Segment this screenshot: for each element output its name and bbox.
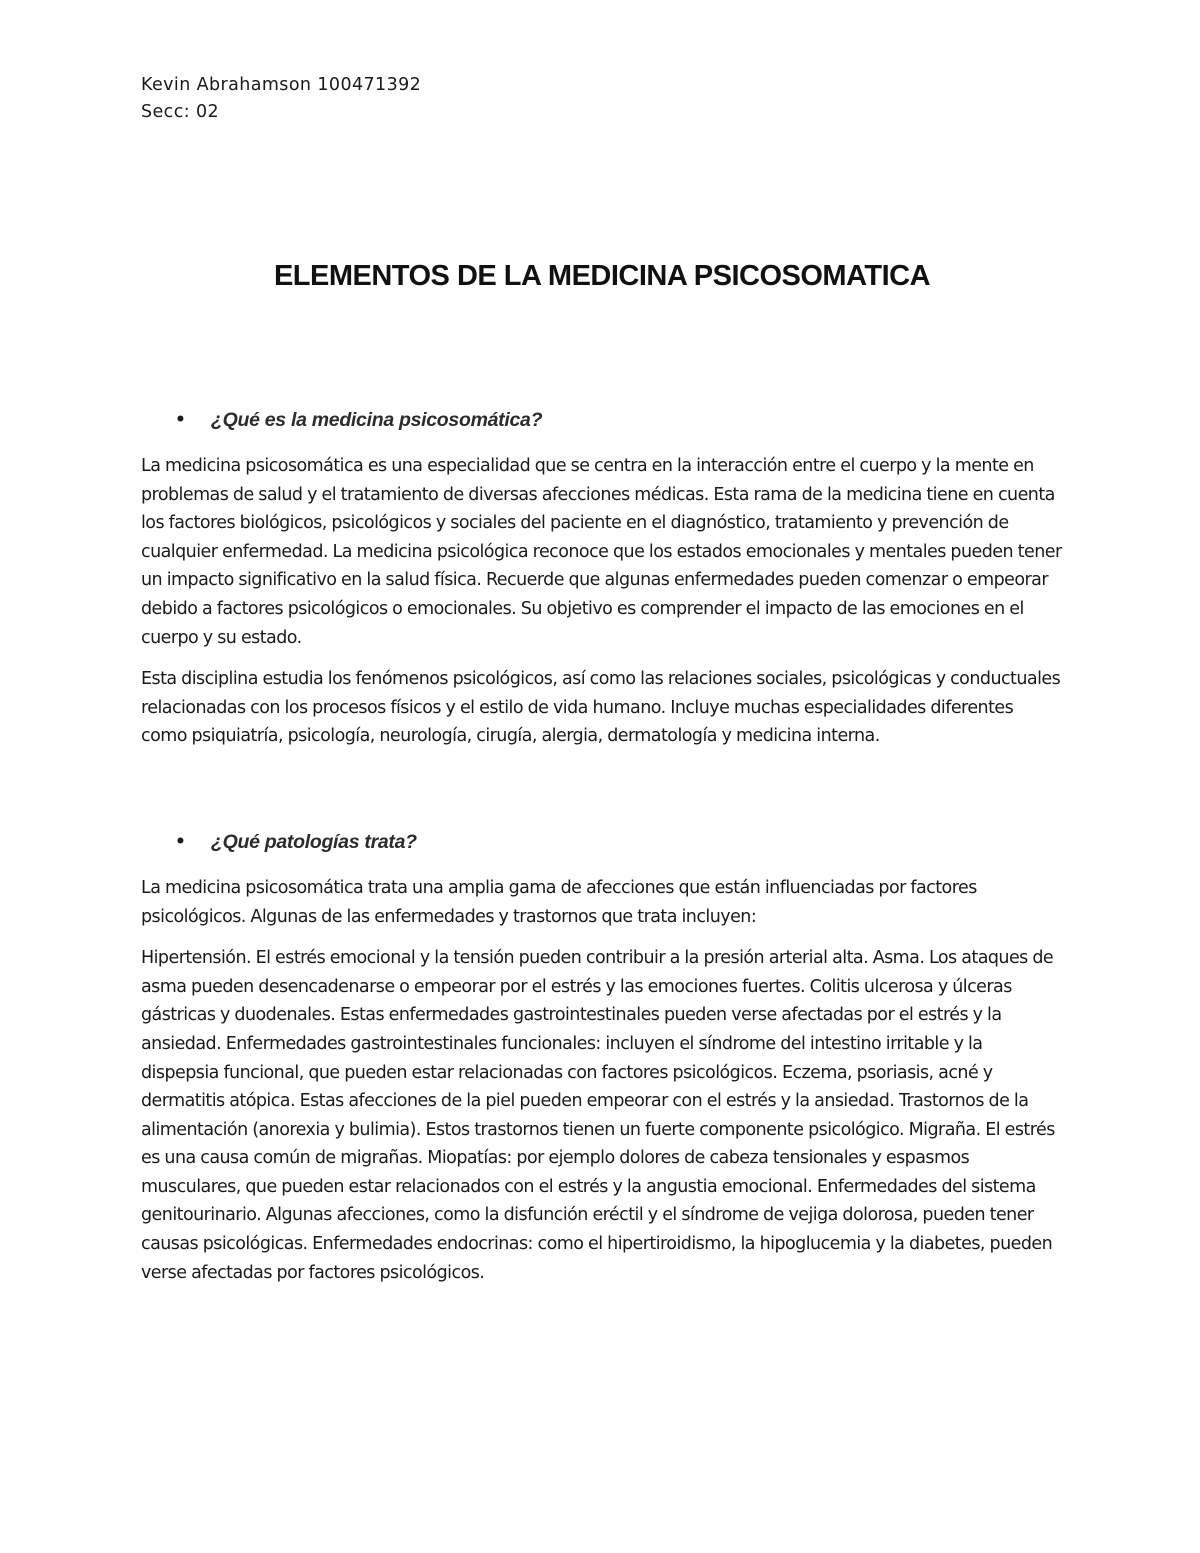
section-heading-text: ¿Qué es la medicina psicosomática? [211, 409, 543, 431]
paragraph: La medicina psicosomática trata una amplia gama de afecciones que están influenciadas por factores psicológicos. Algunas de las enfermedades y trastornos que trata incluyen: [141, 877, 977, 927]
bullet-icon: • [175, 831, 186, 852]
section-heading-pathologies [141, 828, 1063, 856]
paragraph: La medicina psicosomática es una especialidad que se centra en la interacción entre el cuerpo y la mente en problemas de salud y el tratamiento de diversas afecciones médicas. Esta rama de la medicina tiene en cuenta los factores biológicos, psicológicos y sociales del paciente en el diagnóstico, tratamiento y prevención de cualquier enfermedad. La medicina psicológica reconoce que los estados emocionales y mentales pueden tener un impacto significativo en la salud física. Recuerde que algunas enfermedades pueden comenzar o empeorar debido a factores psicológicos o emocionales. Su objetivo es comprender el impacto de las emociones en el cuerpo y su estado. [141, 456, 1062, 648]
document-title: ELEMENTOS DE LA MEDICINA PSICOSOMATICA [273, 260, 931, 292]
paragraph: Esta disciplina estudia los fenómenos psicológicos, así como las relaciones sociales, psicológicas y conductuales relacionadas con los procesos físicos y el estilo de vida humano. Incluye muchas especialidades diferentes como psiquiatría, psicología, neurología, cirugía, alergia, dermatología y medicina interna. [141, 669, 1061, 747]
section-heading-what-is [141, 406, 1063, 434]
bullet-icon: • [175, 410, 186, 430]
section-line: Secc: 02 [141, 102, 220, 122]
author-line: Kevin Abrahamson 100471392 [141, 75, 422, 95]
section-heading-text: ¿Qué patologías trata? [211, 830, 417, 853]
paragraph: Hipertensión. El estrés emocional y la tensión pueden contribuir a la presión arterial alta. Asma. Los ataques de asma pueden desencadenarse o empeorar por el estrés y las emociones fuertes. Colitis ulcerosa y úlceras gástricas y duodenales. Estas enfermedades gastrointestinales pueden verse afectadas por el estrés y la ansiedad. Enfermedades gastrointestinales funcionales: incluyen el síndrome del intestino irritable y la dispepsia funcional, que pueden estar relacionadas con factores psicológicos. Eczema, psoriasis, acné y dermatitis atópica. Estas afecciones de la piel pueden empeorar con el estrés y la ansiedad. Trastornos de la alimentación (anorexia y bulimia). Estos trastornos tienen un fuerte componente psicológico. Migraña. El estrés es una causa común de migrañas. Miopatías: por ejemplo dolores de cabeza tensionales y espasmos musculares, que pueden estar relacionados con el estrés y la angustia emocional. Enfermedades del sistema genitourinario. Algunas afecciones, como la disfunción eréctil y el síndrome de vejiga dolorosa, pueden tener causas psicológicas. Enfermedades endocrinas: como el hipertiroidismo, la hipoglucemia y la diabetes, pueden verse afectadas por factores psicológicos. [141, 948, 1055, 1283]
document-content [141, 72, 1063, 1287]
